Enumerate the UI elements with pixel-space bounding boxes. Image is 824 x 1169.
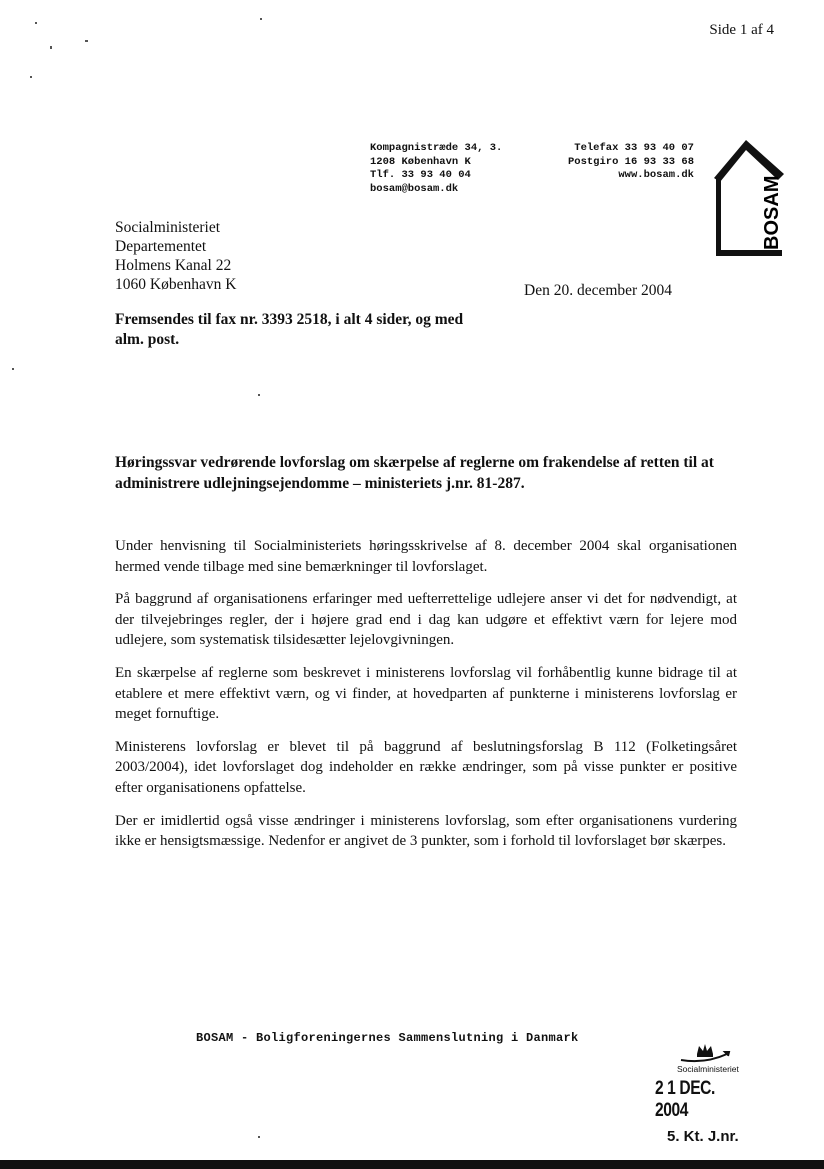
bosam-logo <box>712 138 784 258</box>
sender-phone: Tlf. 33 93 40 04 <box>370 169 471 181</box>
page-number: Side 1 af 4 <box>709 22 774 38</box>
fax-note: Fremsendes til fax nr. 3393 2518, i alt 4 sider, og med alm. post. <box>115 311 464 348</box>
recipient-address <box>115 218 236 294</box>
footer-organization: BOSAM - Boligforeningernes Sammenslutning i Danmark <box>196 1031 579 1045</box>
sender-email: bosam@bosam.dk <box>370 182 459 195</box>
stamp-ministry: Socialministeriet <box>677 1064 739 1074</box>
stamp-received-date: 2 1 DEC. 2004 <box>655 1078 715 1121</box>
body-paragraph: Under henvisning til Socialministeriets høringsskrivelse af 8. december 2004 skal organisationen hermed vende tilbage med sine bemærkninger til lovforslaget. <box>115 538 737 575</box>
scan-speck <box>35 22 37 24</box>
sender-address <box>370 142 502 196</box>
recipient-line: 1060 København K <box>115 276 237 293</box>
logo-text: BOSAM <box>761 175 783 250</box>
sender-street: Kompagnistræde 34, 3. <box>370 142 503 154</box>
body-paragraph: En skærpelse af reglerne som beskrevet i ministerens lovforslag vil forhåbentlig kunne bidrage til at etablere et mere effektivt værn, og vi finder, at hovedparten af punkterne i ministerens lovforslag er meget fornuftige. <box>115 664 737 723</box>
recipient-line: Holmens Kanal 22 <box>115 257 232 274</box>
sender-fax: Telefax 33 93 40 07 <box>574 142 694 154</box>
sender-postgiro: Postgiro 16 93 33 68 <box>567 155 694 168</box>
scan-speck <box>260 18 262 20</box>
body-paragraph: Ministerens lovforslag er blevet til på baggrund af beslutningsforslag B 112 (Folketingsåret 2003/2004), idet lovforslaget dog indeholder en række ændringer, som på visse punkter er positive efter organisationens opfattelse. <box>115 738 737 796</box>
scan-speck <box>258 1136 260 1138</box>
sender-contact <box>540 142 694 183</box>
crown-icon <box>675 1040 735 1064</box>
scan-speck <box>30 76 32 78</box>
scan-speck <box>85 40 88 42</box>
letter-date: Den 20. december 2004 <box>524 282 673 299</box>
body-paragraph: På baggrund af organisationens erfaringer med uefterrettelige udlejere anser vi det for nødvendigt, at der tilvejebringes regler, der i højere grad end i dag kan udgøre et effektivt værn for lejere mod udlejere, som systematisk tilsidesætter lejelovgivningen. <box>115 591 737 649</box>
scan-speck <box>50 46 52 49</box>
stamp-reference: 5. Kt. J.nr. <box>667 1128 739 1145</box>
scan-speck <box>12 368 14 370</box>
letter-body <box>115 536 737 864</box>
received-stamp <box>655 1040 765 1145</box>
body-paragraph: Der er imidlertid også visse ændringer i ministerens lovforslag, som efter organisationens vurdering ikke er hensigtsmæssige. Nedenfor er angivet de 3 punkter, som i forhold til lovforslaget bør skærpes. <box>115 812 737 850</box>
sender-website: www.bosam.dk <box>618 169 694 181</box>
recipient-line: Socialministeriet <box>115 219 221 236</box>
scan-edge <box>0 1160 824 1169</box>
recipient-line: Departementet <box>115 238 207 255</box>
subject-heading: Høringssvar vedrørende lovforslag om skærpelse af reglerne om frakendelse af retten til at administrere udlejningsejendomme – ministeriets j.nr. 81-287. <box>115 454 714 492</box>
scan-speck <box>258 394 260 396</box>
sender-city: 1208 København K <box>370 155 471 168</box>
